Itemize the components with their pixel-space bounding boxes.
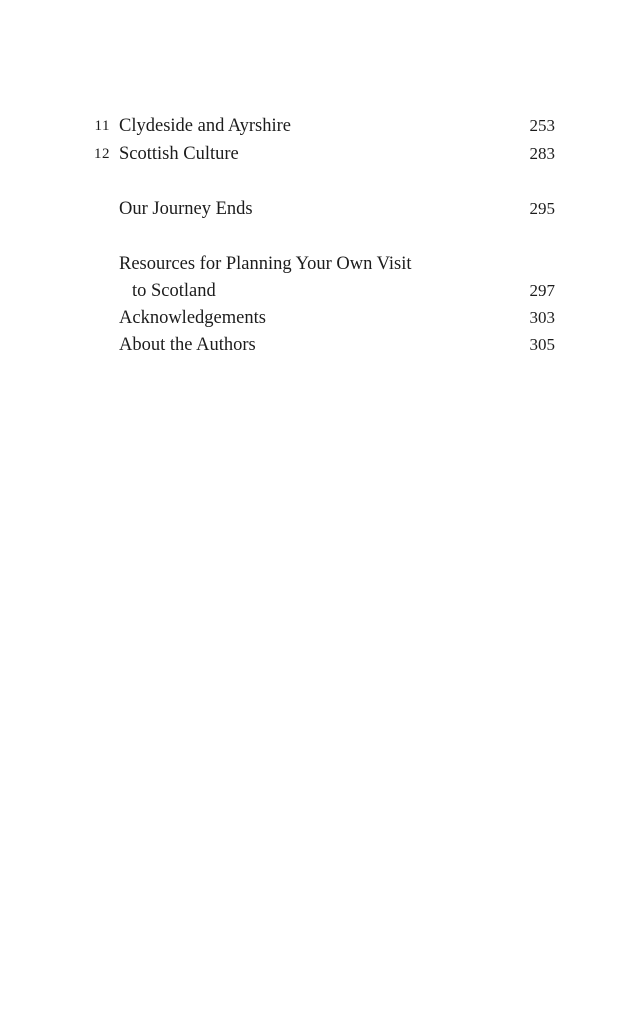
toc-entry-resources (0, 250, 635, 278)
section-title-continued: to Scotland (132, 281, 216, 301)
page-number: 305 (529, 335, 555, 354)
chapter-title: Clydeside and Ayrshire (119, 116, 291, 136)
page-number: 253 (529, 116, 555, 135)
chapter-title: Scottish Culture (119, 144, 239, 164)
section-title: Resources for Planning Your Own Visit (119, 254, 412, 274)
toc-entry-resources-continued (0, 277, 635, 305)
section-title: Our Journey Ends (119, 199, 253, 219)
toc-entry-about-authors (0, 331, 635, 359)
section-title: Acknowledgements (119, 308, 266, 328)
toc-entry-acknowledgements (0, 304, 635, 332)
toc-entry-journey-ends (0, 195, 635, 223)
chapter-number: 11 (94, 118, 110, 134)
page-number: 283 (529, 144, 555, 163)
chapter-number: 12 (94, 146, 110, 162)
page-number: 303 (529, 308, 555, 327)
toc-entry-scottish-culture (0, 140, 635, 168)
page-number: 295 (529, 199, 555, 218)
section-title: About the Authors (119, 335, 256, 355)
page-number: 297 (529, 281, 555, 300)
toc-entry-clydeside (0, 112, 635, 140)
